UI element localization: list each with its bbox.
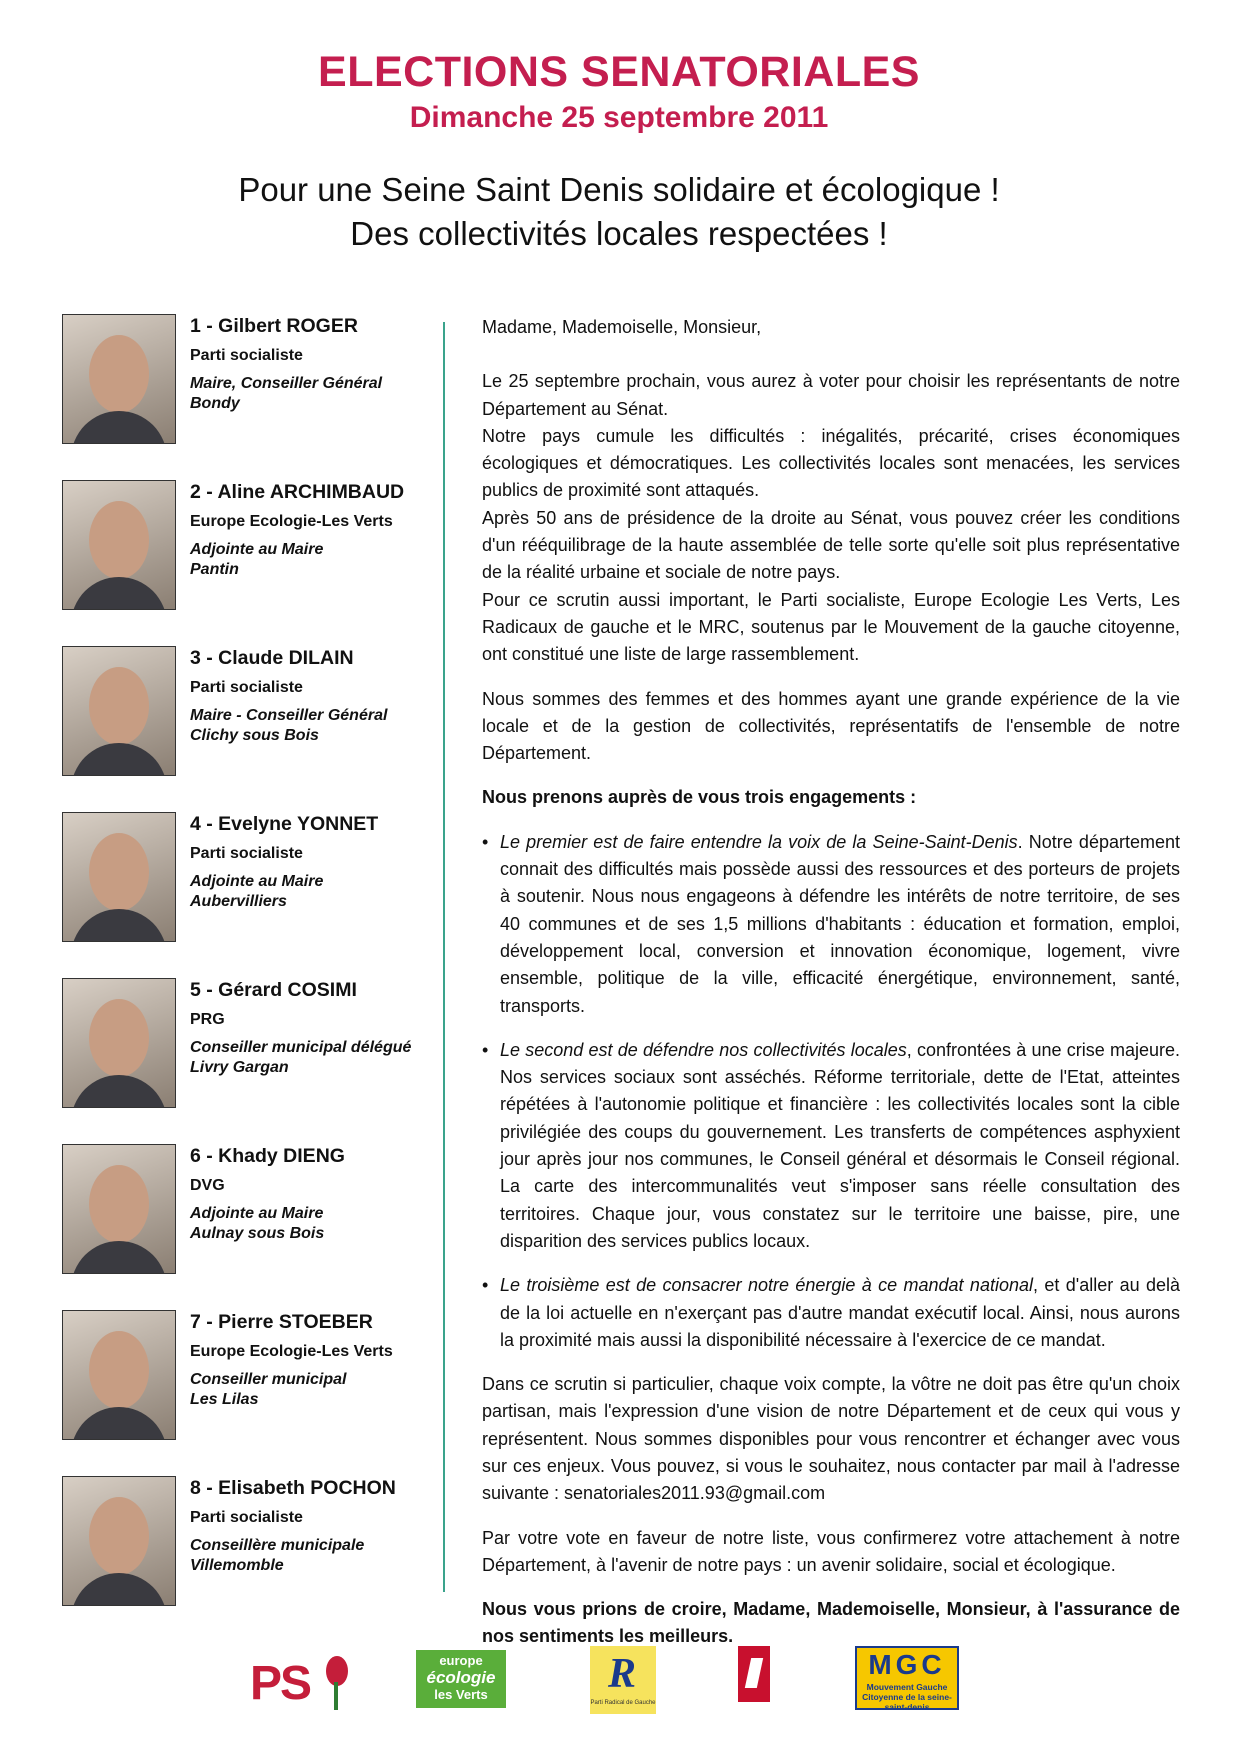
candidate-party: PRG <box>190 1011 225 1028</box>
candidate-card <box>62 1476 442 1642</box>
mgc-logo <box>855 1646 959 1710</box>
candidate-city: Aubervilliers <box>190 893 287 910</box>
candidate-role: Conseiller municipal délégué <box>190 1039 412 1056</box>
candidate-party: DVG <box>190 1177 225 1194</box>
mgc-logo-caption: Mouvement Gauche Citoyenne de la seine-saint-denis <box>862 1682 952 1712</box>
eelv-logo-line: les Verts <box>434 1687 488 1702</box>
engagement-item <box>482 1272 1180 1354</box>
candidate-photo <box>62 1144 176 1274</box>
candidate-city: Bondy <box>190 395 240 412</box>
candidate-photo <box>62 812 176 942</box>
candidate-name: 7 - Pierre STOEBER <box>190 1311 373 1333</box>
header <box>0 48 1238 136</box>
candidate-city: Clichy sous Bois <box>190 727 319 744</box>
candidate-city: Livry Gargan <box>190 1059 289 1076</box>
candidate-card <box>62 646 442 812</box>
ps-logo-text: PS <box>250 1657 311 1710</box>
candidate-name: 8 - Elisabeth POCHON <box>190 1477 396 1499</box>
candidate-photo <box>62 314 176 444</box>
eelv-logo-line: écologie <box>426 1668 496 1687</box>
candidate-photo <box>62 646 176 776</box>
candidate-card <box>62 1144 442 1310</box>
candidate-city: Aulnay sous Bois <box>190 1225 325 1242</box>
candidate-role: Maire - Conseiller Général <box>190 707 388 724</box>
candidate-photo <box>62 978 176 1108</box>
mrc-logo <box>736 1638 772 1720</box>
election-date: Dimanche 25 septembre 2011 <box>409 101 829 134</box>
slogan <box>0 168 1238 256</box>
party-logos <box>0 1636 1238 1732</box>
slogan-line-1: Pour une Seine Saint Denis solidaire et écologique ! <box>238 171 1000 208</box>
candidate-card <box>62 314 442 480</box>
candidate-photo <box>62 1476 176 1606</box>
letter-paragraph: Par votre vote en faveur de notre liste, vous confirmerez votre attachement à notre Département, à l'avenir de notre pays : un avenir solidaire, social et écologique. <box>482 1527 1180 1575</box>
candidate-name: 2 - Aline ARCHIMBAUD <box>190 481 405 503</box>
candidate-role: Conseillère municipale <box>190 1537 365 1554</box>
letter-paragraph: Pour ce scrutin aussi important, le Parti socialiste, Europe Ecologie Les Verts, Les Radicaux de gauche et le MRC, soutenus par le Mouvement de la gauche citoyenne, ont constitué une liste de large rassemblement. <box>482 589 1180 665</box>
candidate-card <box>62 480 442 646</box>
engagement-text: , confrontées à une crise majeure. Nos services sociaux sont asséchés. Réforme territoriale, dette de l'Etat, atteintes répétées à l'autonomie politique et financière : les collectivités locales sont la cible privilégiée des coups du gouvernement. Les transferts de compétences asphyxient jour après jour nos communes, le Conseil général et désormais le Conseil régional. La carte des intercommunalités veut s'imposer sans réelle consultation des territoires. Chaque jour, vous constatez sur le territoire une baisse, pire, une disparition des services publics locaux. <box>500 1039 1180 1251</box>
candidate-photo <box>62 1310 176 1440</box>
eelv-logo-line: europe <box>439 1653 483 1668</box>
candidate-party: Europe Ecologie-Les Verts <box>190 1343 393 1360</box>
letter-paragraph: Le 25 septembre prochain, vous aurez à voter pour choisir les représentants de notre Département au Sénat. <box>482 371 1180 419</box>
candidate-city: Villemomble <box>190 1557 284 1574</box>
candidate-photo <box>62 480 176 610</box>
mgc-logo-text: MGC <box>868 1649 946 1680</box>
candidate-name: 4 - Evelyne YONNET <box>190 813 379 835</box>
slogan-line-2: Des collectivités locales respectées ! <box>350 215 888 252</box>
column-divider <box>443 322 445 1592</box>
prg-logo-letter: R <box>608 1651 637 1697</box>
engagements-heading: Nous prenons auprès de vous trois engagements : <box>482 787 917 808</box>
eelv-logo <box>416 1650 506 1708</box>
closing: Nous vous prions de croire, Madame, Mademoiselle, Monsieur, à l'assurance de nos sentiments les meilleurs. <box>482 1599 1180 1647</box>
candidate-party: Parti socialiste <box>190 845 303 862</box>
candidate-role: Adjointe au Maire <box>190 541 324 558</box>
engagement-item <box>482 829 1180 1020</box>
prg-logo-caption: Parti Radical de Gauche <box>590 1700 656 1706</box>
ps-logo <box>250 1654 330 1714</box>
candidate-party: Parti socialiste <box>190 1509 303 1526</box>
candidate-name: 1 - Gilbert ROGER <box>190 315 358 337</box>
engagement-lead: Le premier est de faire entendre la voix de la Seine-Saint-Denis <box>500 831 1018 852</box>
letter-paragraph: Après 50 ans de présidence de la droite au Sénat, vous pouvez créer les conditions d'un rééquilibrage de la haute assemblée de telle sorte qu'elle soit plus représentative de la réalité urbaine et sociale de notre pays. <box>482 507 1180 583</box>
candidate-role: Conseiller municipal <box>190 1371 347 1388</box>
salutation: Madame, Mademoiselle, Monsieur, <box>482 317 762 337</box>
candidate-role: Adjointe au Maire <box>190 1205 324 1222</box>
candidate-card <box>62 1310 442 1476</box>
prg-logo <box>590 1646 656 1714</box>
engagement-lead: Le troisième est de consacrer notre énergie à ce mandat national <box>500 1275 1033 1296</box>
candidate-name: 3 - Claude DILAIN <box>190 647 354 669</box>
candidate-name: 6 - Khady DIENG <box>190 1145 345 1167</box>
engagement-text: , et d'aller au delà de la loi actuelle en n'exerçant pas d'autre mandat exécutif local. Ainsi, nous aurons la proximité mais aussi la disponibilité nécessaire à l'exercice de ce mandat. <box>500 1275 1181 1350</box>
letter-paragraph: Dans ce scrutin si particulier, chaque voix compte, la vôtre ne doit pas être qu'un choix partisan, mais l'expression d'une vision de notre Département et de ceux qui vous y représentent. Nous sommes disponibles pour vous rencontrer et échanger avec vous sur ces enjeux. Vous pouvez, si vous le souhaitez, nous contacter par mail à l'adresse suivante : senatoriales2011.93@gmail.com <box>482 1374 1180 1504</box>
letter-body <box>482 314 1180 1668</box>
candidate-card <box>62 978 442 1144</box>
candidate-card <box>62 812 442 978</box>
engagement-lead: Le second est de défendre nos collectivités locales <box>500 1039 907 1060</box>
candidate-party: Parti socialiste <box>190 347 303 364</box>
candidate-city: Pantin <box>190 561 239 578</box>
candidate-role: Maire, Conseiller Général <box>190 375 383 392</box>
engagement-text: . Notre département connait des difficultés mais possède aussi des ressources et des porteurs de projets à soutenir. Nous nous engageons à défendre les intérêts de notre territoire, de ses 40 communes et de ses 1,5 millions d'habitants : éducation et formation, emploi, développement local, conversion et innovation économique, logement, vivre ensemble, politique de la ville, efficacité énergétique, environnement, santé, transports. <box>500 831 1180 1016</box>
candidate-city: Les Lilas <box>190 1391 259 1408</box>
candidate-name: 5 - Gérard COSIMI <box>190 979 357 1001</box>
page-title: ELECTIONS SENATORIALES <box>318 48 920 96</box>
candidate-role: Adjointe au Maire <box>190 873 324 890</box>
letter-paragraph: Nous sommes des femmes et des hommes ayant une grande expérience de la vie locale et de la gestion de collectivités, représentatifs de l'ensemble de notre Département. <box>482 688 1180 764</box>
letter-paragraph: Notre pays cumule les difficultés : inégalités, précarité, crises économiques écologiques et démocratiques. Les collectivités locales sont menacées, les services publics de proximité sont attaqués. <box>482 425 1180 501</box>
engagement-item <box>482 1037 1180 1255</box>
candidate-party: Europe Ecologie-Les Verts <box>190 513 393 530</box>
candidate-list <box>62 314 442 1642</box>
candidate-party: Parti socialiste <box>190 679 303 696</box>
